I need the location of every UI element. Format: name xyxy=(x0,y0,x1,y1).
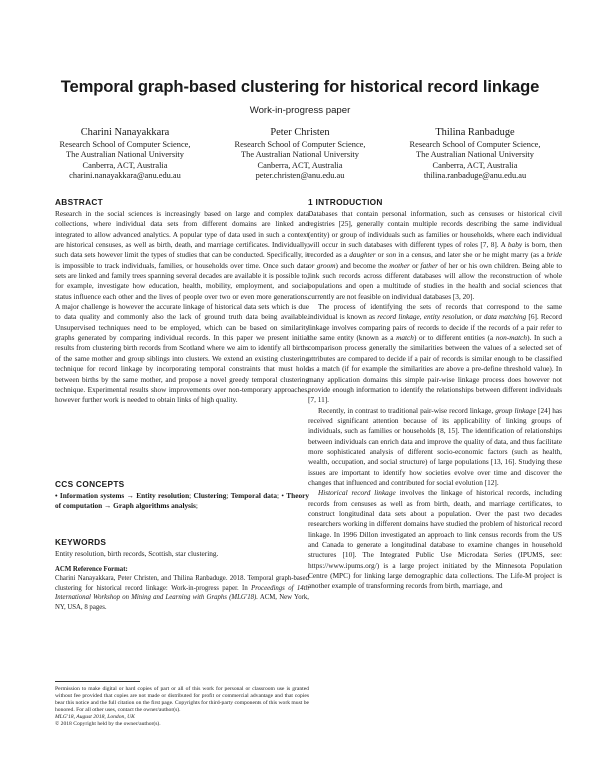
copyright-text: © 2018 Copyright held by the owner/author(s). xyxy=(55,721,161,728)
ccs-separator: ; • xyxy=(277,491,287,500)
reference-text: Charini Nanayakkara, Peter Christen, and Thilina Ranbaduge. 2018. Temporal graph-based clustering for historical record linkage: Work-in-progress paper. In xyxy=(55,575,309,592)
intro-paragraph-3: Recently, in contrast to traditional pair-wise record linkage, group linkage [24] has received significant attention because of its applicability of linking groups of individuals, such as families or households [8, 15]. The identification of relationships between individuals can enrich data and improve the quality of data, and thus facilitate more sophisticated analysis of different socio-economic factors (such as health, wealth, occupation, and social structure) of large populations [13, 16]. Studying these issues are important to identify how societies evolve over time and discover the changes that influenced and contributed for social evolution [12]. xyxy=(308,405,562,487)
abstract-paragraph: Research in the social sciences is increasingly based on large and complex data collections, where individual data sets from different domains are linked and integrated to allow advanced analytics. A popular type of data used in such a context are historical censuses, as well as birth, death, and marriage certificates. Individually, such data sets however limit the types of studies that can be conducted. Specifically, it is impossible to track individuals, families, or households over time. Once such data sets are linked and family trees spanning several decades are available it is possible to, for example, investigate how education, health, mobility, employment, and social status influence each other and the lives of people over two or even more generations. A major challenge is however the accurate linkage of historical data sets which is due to data quality and commonly also the lack of ground truth data being available. Unsupervised techniques need to be employed, which can be based on similarity graphs generated by comparing individual records. In this paper we present initial results from clustering birth records from Scotland where we aim to identify all births of the same mother and group siblings into clusters. We extend an existing clustering technique for record linkage by incorporating temporal constraints that must hold between births by the same mother, and propose a novel greedy temporal clustering technique. Experimental results show improvements over non-temporary approaches, however further work is needed to obtain links of high quality. xyxy=(55,209,309,405)
author-name: Charini Nanayakkara xyxy=(80,127,170,138)
author-block xyxy=(390,127,560,182)
author-block xyxy=(215,127,385,182)
abstract-heading: ABSTRACT xyxy=(55,197,104,207)
introduction-body xyxy=(308,209,562,592)
ccs-concept: Temporal data xyxy=(230,491,277,500)
author-location: Canberra, ACT, Australia xyxy=(432,160,518,170)
author-location: Canberra, ACT, Australia xyxy=(82,160,168,170)
permission-footnote xyxy=(55,686,309,729)
ccs-concept: Clustering xyxy=(193,491,227,500)
introduction-heading: 1 INTRODUCTION xyxy=(308,197,383,207)
author-email: charini.nanayakkara@anu.edu.au xyxy=(69,171,181,181)
ccs-heading: CCS CONCEPTS xyxy=(55,479,125,489)
author-affiliation: Research School of Computer Science, xyxy=(59,139,191,149)
author-name: Peter Christen xyxy=(270,127,330,138)
ccs-separator: ; xyxy=(189,491,194,500)
acm-reference xyxy=(55,565,309,612)
author-email: peter.christen@anu.edu.au xyxy=(255,171,345,181)
author-affiliation: Research School of Computer Science, xyxy=(409,139,541,149)
author-block xyxy=(40,127,210,182)
intro-paragraph-2: The process of identifying the sets of records that correspond to the same individual is known as record linkage, entity resolution, or data matching [6]. Record linkage involves comparing pairs of records to decide if the records of a pair refer to the same entity (known as a match) or to different entities (a non-match). In such a comparison process generally the similarities between the values of a selected set of attributes are compared to decide if a pair of records is similar enough to be classified as a match (if for example the similarities are above a pre-define threshold value). In many application domains this simple pair-wise linkage process does however not provide enough information to identify the relationships between different individuals [7, 11]. xyxy=(308,302,562,405)
ccs-concept: Theory of computation → Graph algorithms analysis xyxy=(55,491,309,511)
author-affiliation: The Australian National University xyxy=(241,150,359,160)
author-email: thilina.ranbaduge@anu.edu.au xyxy=(423,171,527,181)
reference-venue: Proceedings of 14th International Workshop on Mining and Learning with Graphs (MLG'18). xyxy=(55,584,309,602)
intro-paragraph-4: Historical record linkage involves the linkage of historical records, including records from censuses as well as from birth, death, and marriage certificates, to construct longitudinal data sets about a population. Over the past two decades researchers working in different domains have studied the problem of historical record linkage. In 1996 Dillon investigated an approach to link census records from the US and Canada to generate a longitudinal database to examine changes in household structures [10]. The Integrated Public Use Microdata Series (IPUMS, see: https://www.ipums.org/) is a large project initiated by the Minnesota Population Centre (MPC) for linking large demographic data collections. The Life-M project is another example of transforming records from birth, marriage, and xyxy=(308,488,562,591)
keywords-heading: KEYWORDS xyxy=(55,537,107,547)
ccs-concept: • Information systems → Entity resolution xyxy=(55,491,190,500)
keywords-paragraph: Entity resolution, birth records, Scottish, star clustering. xyxy=(55,549,219,558)
abstract-text xyxy=(55,209,309,406)
permission-text: Permission to make digital or hard copies of part or all of this work for personal or classroom use is granted without fee provided that copies are not made or distributed for profit or commercial advantage and that copies bear this notice and the full citation on the first page. Copyrights for third-party components of this work must be honored. For all other uses, contact the owner/author(s). xyxy=(55,686,309,714)
reference-text: ACM, New York, NY, USA, 8 pages. xyxy=(55,594,309,611)
ccs-concepts xyxy=(55,491,309,512)
author-location: Canberra, ACT, Australia xyxy=(257,160,343,170)
conference-venue: MLG'18, August 2018, London, UK xyxy=(55,714,135,721)
author-name: Thilina Ranbaduge xyxy=(435,127,515,138)
acm-reference-heading: ACM Reference Format: xyxy=(55,566,128,573)
intro-paragraph-1: Databases that contain personal information, such as censuses or historical civil registries [25], generally contain multiple records describing the same individual (entity) or group of individuals such as families or households, where each individual will occur in such databases with different types of roles [7, 8]. A baby is born, then recorded as a daughter or son in a census, and later she or he might marry (as a bride or groom) and become the mother or father of her or his own children. Being able to link such records across different databases will allow the reconstruction of whole populations and open a multitude of studies in the health and social sciences that currently are not feasible on individual databases [3, 20]. xyxy=(308,209,563,301)
paper-subtitle: Work-in-progress paper xyxy=(249,105,351,116)
author-affiliation: The Australian National University xyxy=(66,150,184,160)
author-affiliation: The Australian National University xyxy=(416,150,534,160)
paper-title: Temporal graph-based clustering for historical record linkage xyxy=(60,77,540,96)
ccs-separator: ; xyxy=(226,491,231,500)
author-affiliation: Research School of Computer Science, xyxy=(234,139,366,149)
footnote-rule xyxy=(55,681,140,682)
ccs-separator: ; xyxy=(195,501,198,511)
keywords-text xyxy=(55,549,309,559)
